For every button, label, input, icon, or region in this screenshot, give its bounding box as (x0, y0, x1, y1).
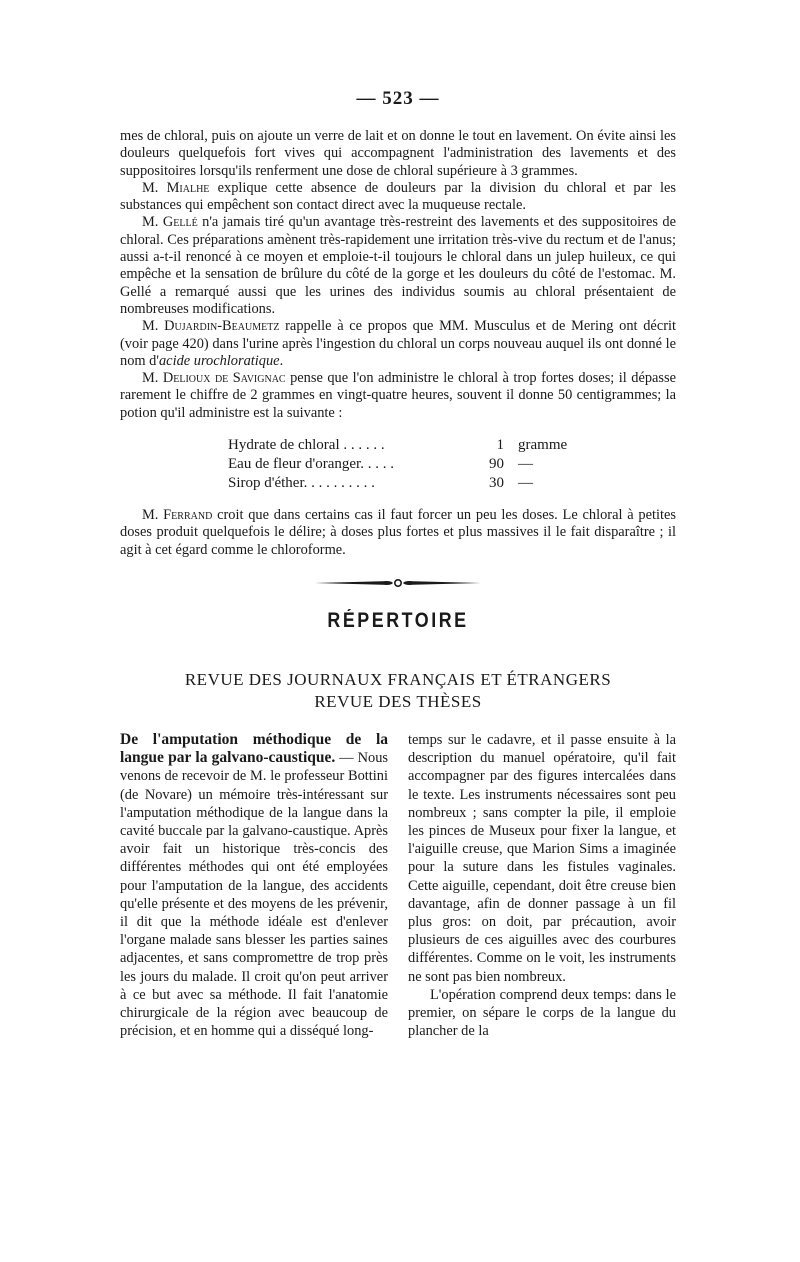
paragraph-ferrand (120, 507, 676, 559)
page (120, 88, 676, 1040)
ingredient-unit: gramme (518, 437, 568, 454)
section-subheading: REVUE DES JOURNAUX FRANÇAIS ET ÉTRANGERS (184, 669, 612, 689)
paragraph-dujardin-beaumetz (120, 318, 676, 370)
author-name: M. Dujardin-Beaumetz (142, 318, 280, 335)
ingredient-name: Hydrate de chloral . . . . . . (228, 437, 385, 454)
article-paragraph (120, 731, 388, 1040)
paragraph-mialhe (120, 180, 676, 215)
ingredient-name: Sirop d'éther. . . . . . . . . . (228, 475, 375, 492)
two-column-article (120, 731, 676, 1040)
paragraph-text: explique cette absence de douleurs par la division du chloral et par les substances qui empêchent son contact direct avec la muqueuse rectale. (120, 179, 677, 214)
author-name: M. Ferrand (142, 507, 213, 524)
section-heading: RÉPERTOIRE (327, 608, 469, 632)
ingredient-name: Eau de fleur d'oranger. . . . . (228, 456, 394, 473)
ingredient-unit: — (518, 475, 533, 492)
paragraph-text: rappelle à ce propos que MM. Musculus et de Mering ont décrit (voir page 420) dans l'urine après l'ingestion du chloral un corps nouveau auquel ils ont donné le nom d' (120, 318, 676, 369)
paragraph-delioux (120, 370, 676, 422)
column-left (120, 731, 388, 1040)
paragraph-text: croit que dans certains cas il faut forcer un peu les doses. Le chloral à petites doses produit quelquefois le délire; à doses plus fortes et plus massives il le fait disparaître ; il agit à cet égard comme le chloroforme. (120, 507, 676, 558)
italic-term: acide urochloratique (158, 352, 280, 369)
formula-row (228, 455, 676, 474)
article-text: — Nous venons de recevoir de M. le professeur Bottini (de Novare) un mémoire très-intéressant sur l'amputation méthodique de la langue dans la cavité buccale par la galvano-caustique. Après avoir fait un historique très-concis des différentes méthodes qui ont été employées pour l'amputation de la langue, des accidents qu'elle présente et des moyens de les prévenir, il dit que la méthode idéale est d'enlever l'organe malade sans blesser les parties saines adjacentes, et sans compromettre de trop près les jours du malade. Il croit qu'on peut arriver à ce but avec sa méthode. Il fait l'anatomie chirurgicale de la région avec beaucoup de précision, et en homme qui a disséqué long- (120, 750, 388, 1040)
paragraph-chloral-lavement: mes de chloral, puis on ajoute un verre de lait et on donne le tout en lavement. On évite ainsi les douleurs quelquefois fort vives qui accompagnent l'administration des lavements et des suppositoires lorsqu'ils renferment une dose de chloral supérieure à 3 grammes. (120, 128, 676, 179)
formula-row (228, 474, 676, 493)
ornament-rule-icon (313, 577, 483, 589)
prescription-formula (228, 436, 676, 493)
author-name: M. Mialhe (142, 179, 210, 196)
column-right (408, 731, 676, 1040)
author-name: M. Gellé (142, 214, 198, 231)
ingredient-unit: — (518, 456, 533, 473)
ornamental-divider (120, 577, 676, 589)
paragraph-gelle (120, 214, 676, 318)
section-subheading: REVUE DES THÈSES (314, 691, 482, 711)
paragraph-text: pense que l'on administre le chloral à trop fortes doses; il dépasse rarement le chiffre de 2 grammes en vingt-quatre heures, souvent il donne 50 centigrammes; la potion qu'il administre est la suivante : (120, 370, 676, 421)
article-paragraph: temps sur le cadavre, et il passe ensuite à la description du manuel opératoire, qu'il fait accompagner par des figures intercalées dans le texte. Les instruments nécessaires sont peu nombreux ; sans compter la pile, il emploie les pinces de Museux pour fixer la langue, et l'aiguille creuse, que Marion Sims a imaginée pour la suture dans les fistules vaginales. Cette aiguille, cependant, doit être creuse bien davantage, afin de donner passage à un fil plus gros: on doit, par précaution, avoir plusieurs de ces aiguilles avec des courbures différentes. Comme on le voit, les instruments ne sont pas bien nombreux. (408, 731, 676, 985)
author-name: M. Delioux de Savignac (142, 370, 286, 387)
article-paragraph: L'opération comprend deux temps: dans le premier, on sépare le corps de la langue du plancher de la (408, 986, 676, 1040)
paragraph-text: n'a jamais tiré qu'un avantage très-restreint des lavements et des suppositoires de chloral. Ces préparations amènent très-rapidement une irritation très-vive du rectum et de l'anus; aussi a-t-il renoncé à ce moyen et emploie-t-il toujours le chloral dans un julep huileux, ce qui empêche et la sensation de brûlure du côté de la gorge et les douleurs du côté de l'estomac. M. Gellé a remarqué aussi que les urines des individus soumis au chloral présentaient de nombreuses modifications. (120, 214, 676, 317)
article-title: De l'amputation méthodique de la langue par la galvano-caustique. (120, 730, 388, 767)
ingredient-quantity: 1 (496, 437, 504, 454)
page-number: — 523 — (356, 88, 440, 109)
ingredient-quantity: 90 (489, 456, 504, 473)
ingredient-quantity: 30 (489, 475, 504, 492)
paragraph-end: . (279, 352, 284, 369)
formula-row (228, 436, 676, 455)
